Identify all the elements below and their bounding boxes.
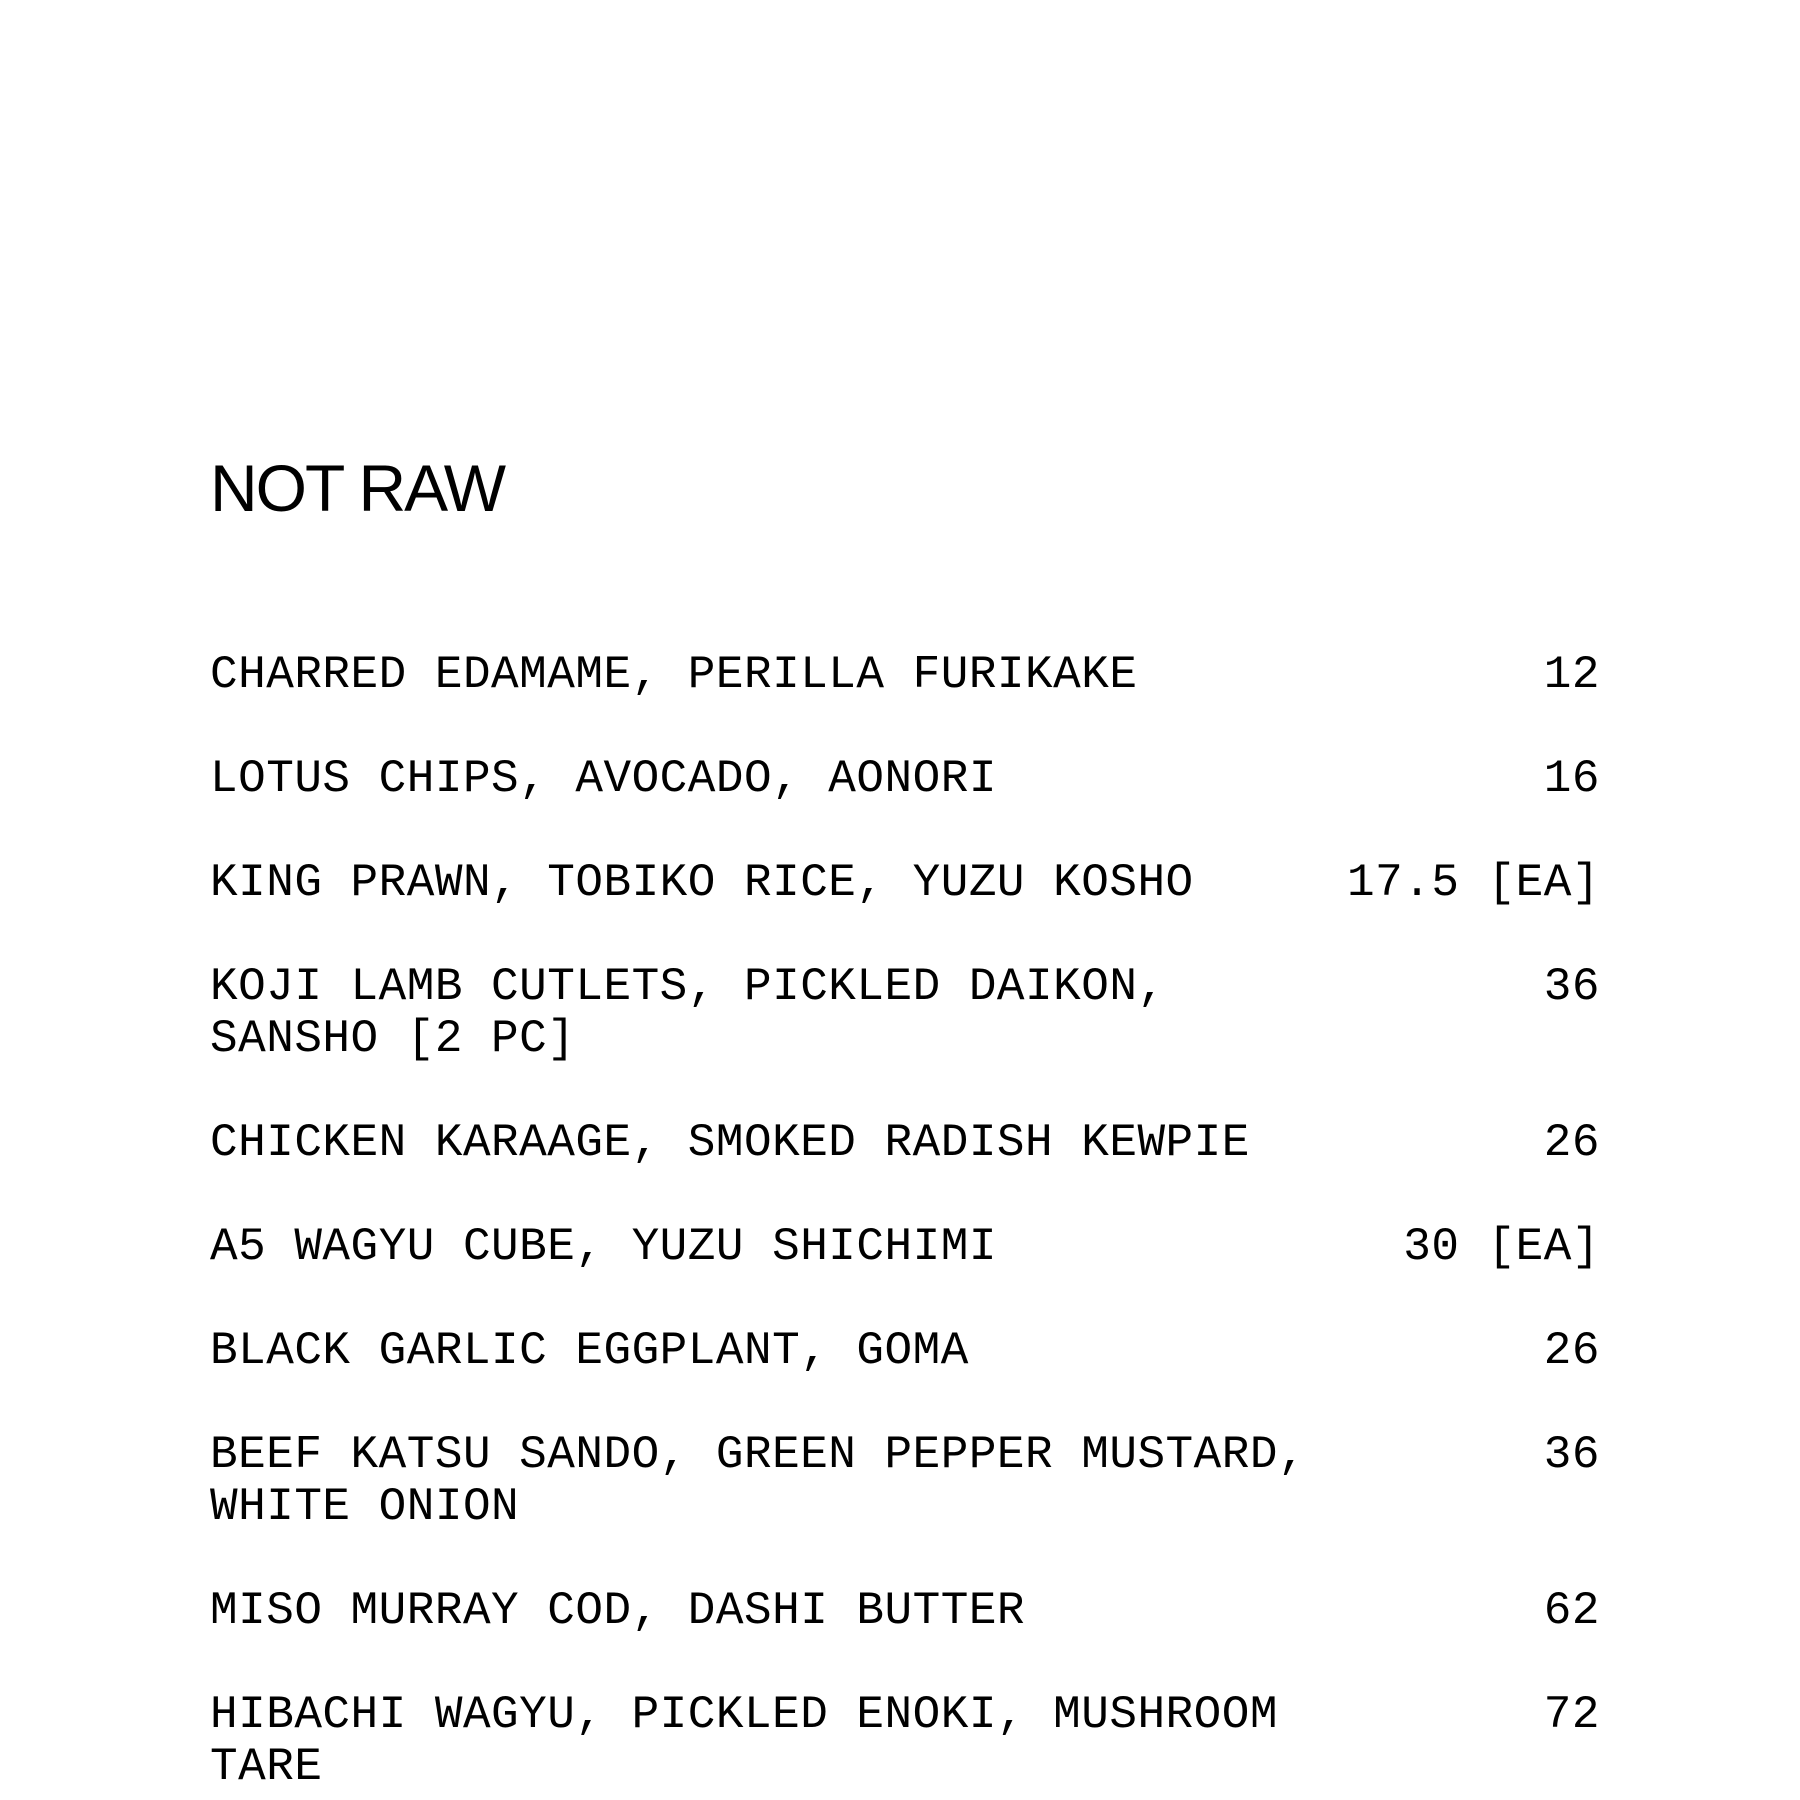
menu-item xyxy=(210,1429,1600,1533)
menu-page xyxy=(210,451,1600,1793)
menu-item xyxy=(210,857,1600,909)
item-name: HIBACHI WAGYU, PICKLED ENOKI, MUSHROOM TARE xyxy=(210,1689,1278,1793)
item-price: 36 xyxy=(1543,1429,1600,1481)
menu-title: NOT RAW xyxy=(210,451,504,525)
menu-item xyxy=(210,1585,1600,1637)
item-name: MISO MURRAY COD, DASHI BUTTER xyxy=(210,1585,1026,1637)
item-name: CHARRED EDAMAME, PERILLA FURIKAKE xyxy=(210,649,1138,701)
menu-item xyxy=(210,961,1600,1065)
menu-item xyxy=(210,1689,1600,1793)
item-price: 16 xyxy=(1543,753,1600,805)
item-price: 26 xyxy=(1543,1117,1600,1169)
menu-item xyxy=(210,1221,1600,1273)
item-name: LOTUS CHIPS, AVOCADO, AONORI xyxy=(210,753,997,805)
menu-item xyxy=(210,649,1600,701)
item-price: 72 xyxy=(1543,1689,1600,1741)
item-name: KOJI LAMB CUTLETS, PICKLED DAIKON, SANSHO [2 PC] xyxy=(210,961,1166,1065)
item-name: CHICKEN KARAAGE, SMOKED RADISH KEWPIE xyxy=(210,1117,1250,1169)
item-price: 26 xyxy=(1543,1325,1600,1377)
menu-item xyxy=(210,1325,1600,1377)
item-name: A5 WAGYU CUBE, YUZU SHICHIMI xyxy=(210,1221,997,1273)
item-price: 62 xyxy=(1543,1585,1600,1637)
item-name: BEEF KATSU SANDO, GREEN PEPPER MUSTARD, WHITE ONION xyxy=(210,1429,1307,1533)
item-price: 17.5 [EA] xyxy=(1347,857,1600,909)
menu-item xyxy=(210,1117,1600,1169)
item-price: 36 xyxy=(1543,961,1600,1013)
item-name: BLACK GARLIC EGGPLANT, GOMA xyxy=(210,1325,969,1377)
menu-list xyxy=(210,649,1600,1793)
menu-item xyxy=(210,753,1600,805)
item-price: 30 [EA] xyxy=(1403,1221,1600,1273)
item-price: 12 xyxy=(1543,649,1600,701)
item-name: KING PRAWN, TOBIKO RICE, YUZU KOSHO xyxy=(210,857,1194,909)
